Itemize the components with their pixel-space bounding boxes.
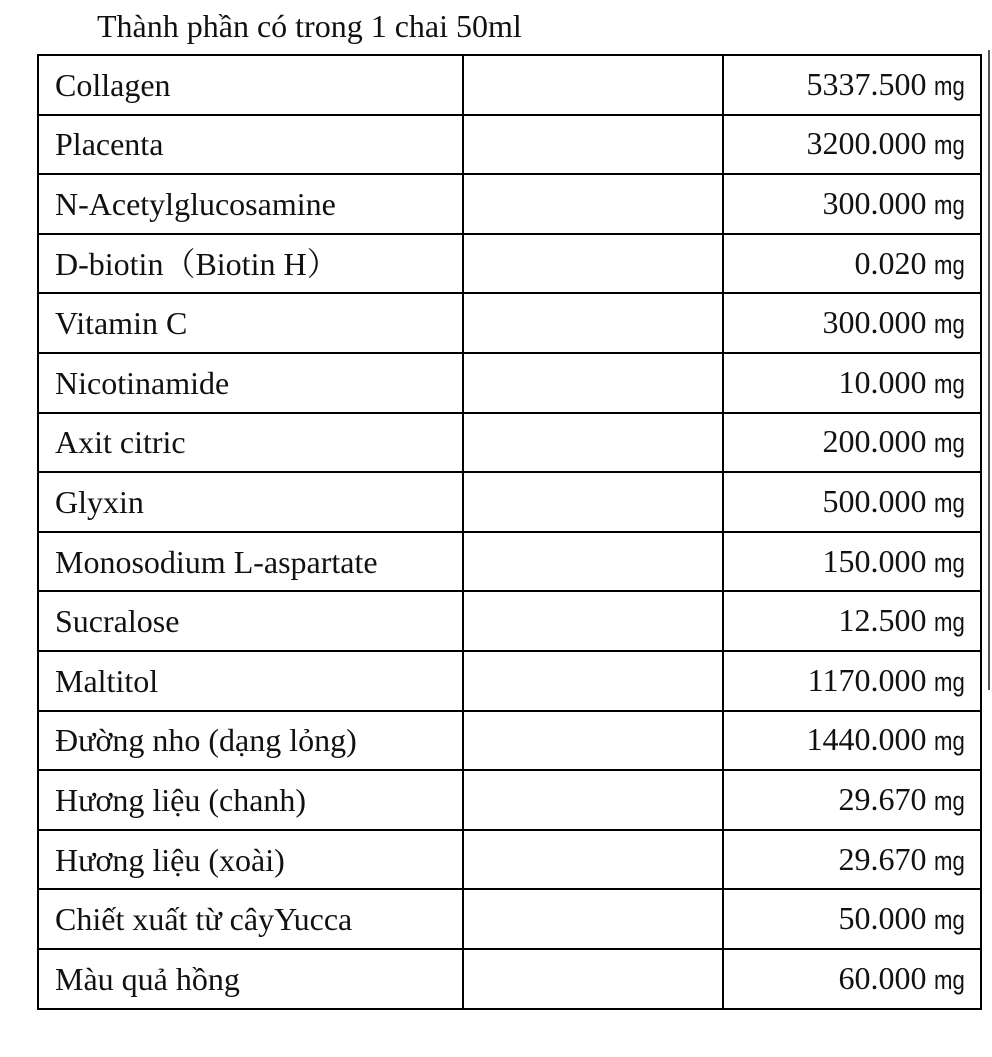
page-edge-divider xyxy=(988,50,990,690)
empty-cell xyxy=(463,413,723,473)
ingredient-amount: 60.000 xyxy=(838,959,927,996)
ingredient-row xyxy=(38,472,981,532)
empty-cell xyxy=(463,115,723,175)
ingredient-amount: 1440.000 xyxy=(806,721,927,758)
ingredient-row xyxy=(38,651,981,711)
ingredient-unit: mg xyxy=(934,70,966,101)
ingredient-row xyxy=(38,711,981,771)
empty-cell xyxy=(463,353,723,413)
ingredient-amount-cell xyxy=(723,711,981,771)
ingredient-name: Placenta xyxy=(38,115,463,175)
ingredient-amount: 29.670 xyxy=(838,840,927,877)
ingredient-name: Hương liệu (xoài) xyxy=(38,830,463,890)
ingredient-amount-cell xyxy=(723,889,981,949)
empty-cell xyxy=(463,651,723,711)
ingredient-name: Đường nho (dạng lỏng) xyxy=(38,711,463,771)
empty-cell xyxy=(463,830,723,890)
ingredient-amount: 1170.000 xyxy=(807,661,927,698)
ingredient-amount: 200.000 xyxy=(822,423,927,460)
ingredient-row xyxy=(38,532,981,592)
ingredient-name: Glyxin xyxy=(38,472,463,532)
ingredient-row xyxy=(38,55,981,115)
ingredient-unit: mg xyxy=(934,487,966,518)
ingredient-row xyxy=(38,353,981,413)
ingredient-unit: mg xyxy=(934,607,966,638)
ingredient-amount: 0.020 xyxy=(854,244,927,281)
empty-cell xyxy=(463,770,723,830)
ingredient-amount: 300.000 xyxy=(822,184,927,221)
ingredient-unit: mg xyxy=(934,130,966,161)
ingredient-name: N-Acetylglucosamine xyxy=(38,174,463,234)
ingredient-amount-cell xyxy=(723,353,981,413)
ingredient-unit: mg xyxy=(934,428,966,459)
ingredient-name: Collagen xyxy=(38,55,463,115)
ingredient-amount: 3200.000 xyxy=(806,125,927,162)
empty-cell xyxy=(463,889,723,949)
ingredient-unit: mg xyxy=(934,368,966,399)
ingredient-amount-cell xyxy=(723,949,981,1009)
ingredient-unit: mg xyxy=(934,666,966,697)
ingredient-amount-cell xyxy=(723,293,981,353)
ingredient-amount: 10.000 xyxy=(838,363,927,400)
ingredient-row xyxy=(38,591,981,651)
ingredient-row xyxy=(38,949,981,1009)
ingredient-amount-cell xyxy=(723,55,981,115)
ingredient-row xyxy=(38,174,981,234)
empty-cell xyxy=(463,55,723,115)
ingredient-amount: 29.670 xyxy=(838,780,927,817)
ingredient-amount-cell xyxy=(723,234,981,294)
ingredient-amount-cell xyxy=(723,413,981,473)
ingredient-name: D-biotin（Biotin H） xyxy=(38,234,463,294)
ingredient-amount: 5337.500 xyxy=(806,65,927,102)
empty-cell xyxy=(463,949,723,1009)
empty-cell xyxy=(463,591,723,651)
ingredient-row xyxy=(38,413,981,473)
ingredient-unit: mg xyxy=(934,785,966,816)
ingredient-row xyxy=(38,889,981,949)
ingredient-row xyxy=(38,770,981,830)
ingredient-name: Nicotinamide xyxy=(38,353,463,413)
ingredient-row xyxy=(38,830,981,890)
ingredient-amount-cell xyxy=(723,770,981,830)
ingredient-amount-cell xyxy=(723,472,981,532)
ingredient-name: Maltitol xyxy=(38,651,463,711)
ingredient-name: Chiết xuất từ câyYucca xyxy=(38,889,463,949)
ingredient-amount-cell xyxy=(723,651,981,711)
ingredient-unit: mg xyxy=(934,845,966,876)
ingredient-amount-cell xyxy=(723,174,981,234)
empty-cell xyxy=(463,234,723,294)
ingredient-amount-cell xyxy=(723,830,981,890)
ingredient-amount-cell xyxy=(723,115,981,175)
ingredient-name: Màu quả hồng xyxy=(38,949,463,1009)
empty-cell xyxy=(463,711,723,771)
ingredient-amount: 150.000 xyxy=(822,542,927,579)
ingredient-name: Hương liệu (chanh) xyxy=(38,770,463,830)
ingredient-row xyxy=(38,234,981,294)
ingredient-unit: mg xyxy=(934,726,966,757)
ingredient-amount-cell xyxy=(723,532,981,592)
ingredient-row xyxy=(38,115,981,175)
ingredient-unit: mg xyxy=(934,964,966,995)
ingredient-name: Monosodium L-aspartate xyxy=(38,532,463,592)
ingredient-unit: mg xyxy=(934,547,966,578)
ingredient-amount: 500.000 xyxy=(822,482,927,519)
ingredient-amount: 300.000 xyxy=(822,304,927,341)
ingredient-amount-cell xyxy=(723,591,981,651)
ingredient-row xyxy=(38,293,981,353)
ingredient-unit: mg xyxy=(934,905,966,936)
ingredient-name: Axit citric xyxy=(38,413,463,473)
ingredient-name: Sucralose xyxy=(38,591,463,651)
empty-cell xyxy=(463,472,723,532)
ingredient-unit: mg xyxy=(934,309,966,340)
empty-cell xyxy=(463,293,723,353)
ingredient-unit: mg xyxy=(934,249,966,280)
ingredients-table xyxy=(37,54,982,1010)
ingredients-table-body xyxy=(38,55,981,1009)
empty-cell xyxy=(463,532,723,592)
ingredient-name: Vitamin C xyxy=(38,293,463,353)
document-title: Thành phần có trong 1 chai 50ml xyxy=(97,8,522,44)
ingredient-amount: 12.500 xyxy=(838,602,927,639)
empty-cell xyxy=(463,174,723,234)
ingredient-unit: mg xyxy=(934,189,966,220)
ingredient-amount: 50.000 xyxy=(838,900,927,937)
